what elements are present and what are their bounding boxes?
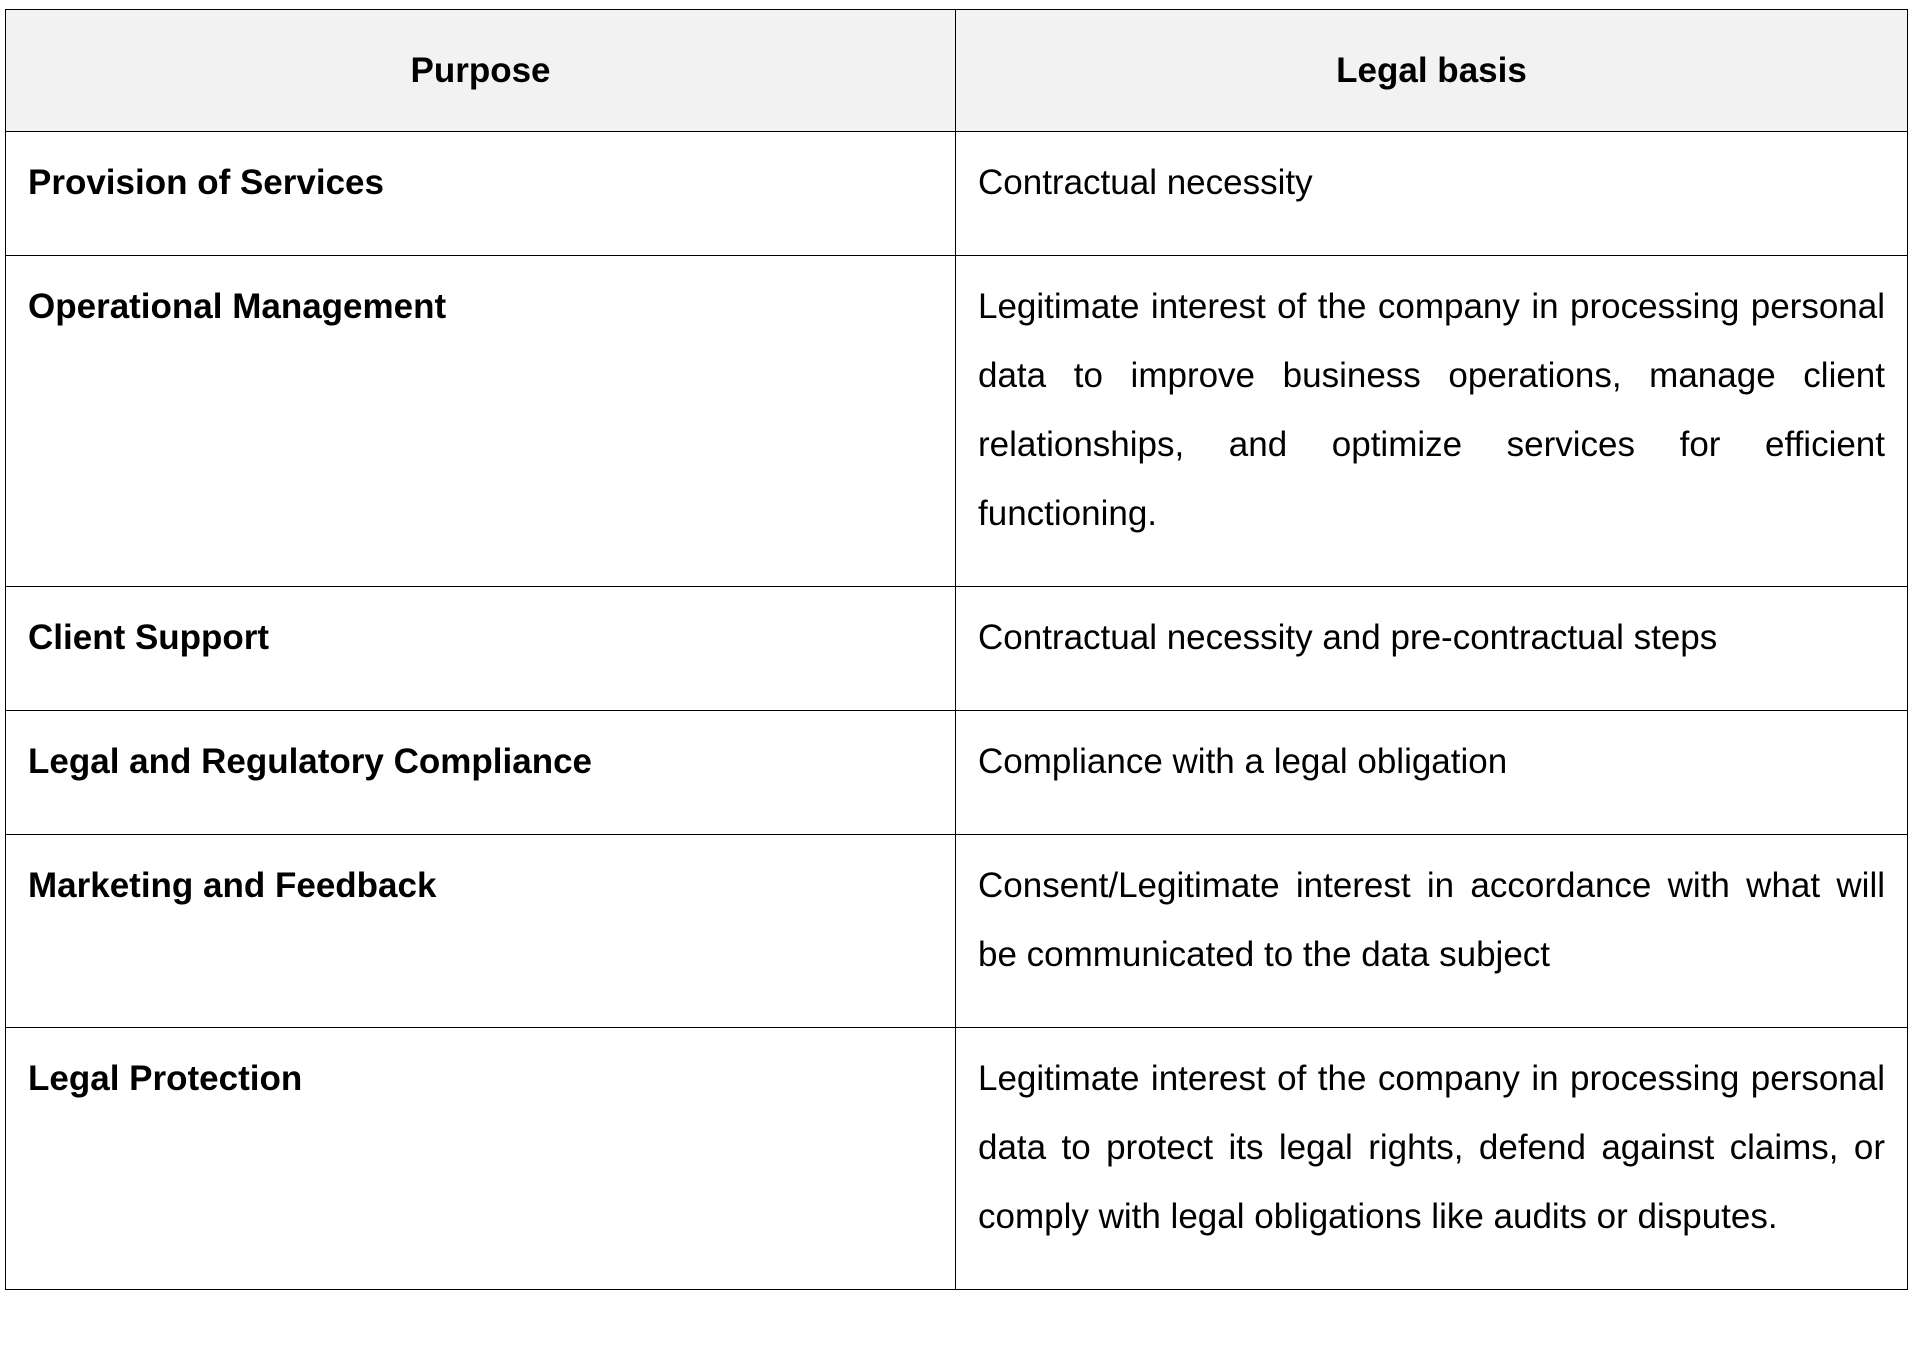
purpose-cell: Marketing and Feedback (6, 835, 956, 1028)
legal-basis-cell: Compliance with a legal obligation (956, 711, 1908, 835)
column-header-purpose: Purpose (6, 10, 956, 132)
legal-basis-cell: Consent/Legitimate interest in accordance with what will be communicated to the data subject (956, 835, 1908, 1028)
table-row (6, 711, 1908, 835)
table-row (6, 1028, 1908, 1290)
table-row (6, 587, 1908, 711)
table-row (6, 256, 1908, 587)
table-body (6, 132, 1908, 1290)
table-header (6, 10, 1908, 132)
purpose-cell: Legal Protection (6, 1028, 956, 1290)
column-header-legal-basis: Legal basis (956, 10, 1908, 132)
table-row (6, 132, 1908, 256)
header-row (6, 10, 1908, 132)
purpose-legal-basis-table (5, 9, 1908, 1290)
table-row (6, 835, 1908, 1028)
purpose-cell: Operational Management (6, 256, 956, 587)
legal-basis-cell: Legitimate interest of the company in processing personal data to protect its legal rights, defend against claims, or comply with legal obligations like audits or disputes. (956, 1028, 1908, 1290)
purpose-cell: Provision of Services (6, 132, 956, 256)
legal-basis-cell: Contractual necessity (956, 132, 1908, 256)
purpose-cell: Client Support (6, 587, 956, 711)
purpose-cell: Legal and Regulatory Compliance (6, 711, 956, 835)
legal-basis-cell: Contractual necessity and pre-contractual steps (956, 587, 1908, 711)
legal-basis-cell: Legitimate interest of the company in processing personal data to improve business operations, manage client relationships, and optimize services for efficient functioning. (956, 256, 1908, 587)
